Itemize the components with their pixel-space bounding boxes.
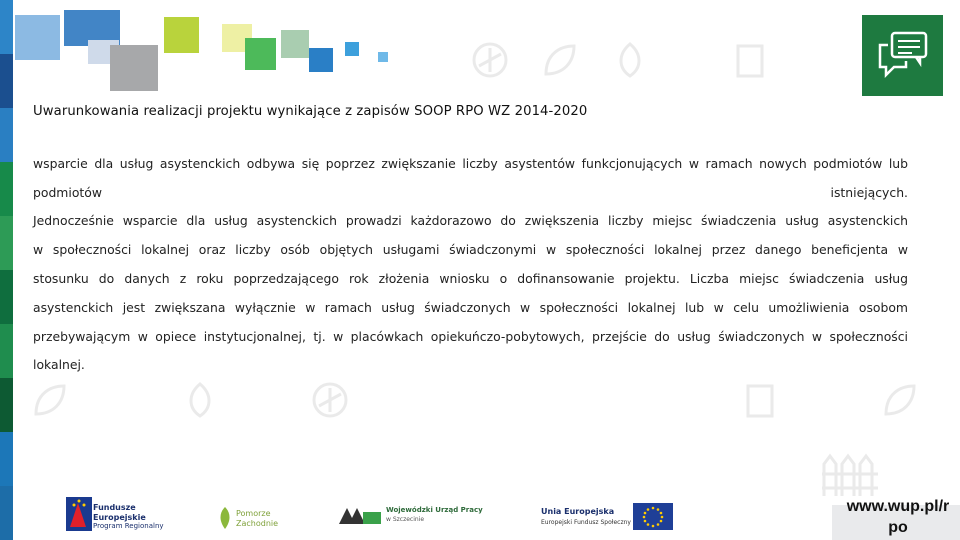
paragraph-line: [33, 185, 908, 203]
leaf-icon: [540, 40, 580, 80]
fundusze-europejskie-label: Fundusze Europejskie Program Regionalny: [93, 503, 164, 530]
line-text: podmiotów: [33, 185, 102, 200]
page-title: Uwarunkowania realizacji projektu wynikające z zapisów SOOP RPO WZ 2014-2020: [33, 104, 588, 119]
building-icon: [740, 380, 780, 420]
building-icon: [730, 40, 770, 80]
paragraph-line: [33, 300, 908, 318]
line-text: wsparcie dla usług asystenckich odbywa się poprzez zwiększanie liczby asystentów funkcjonujących w ramach nowych podmiotów lub: [33, 156, 908, 171]
line-text: w społeczności lokalnej oraz liczby osób objętych usługami świadczonymi w społeczności lokalnej przez danego beneficjenta w: [33, 242, 908, 257]
line-text: lokalnej.: [33, 357, 85, 372]
wup-label: Wojewódzki Urząd Pracy w Szczecinie: [386, 506, 483, 523]
paragraph-line: [33, 156, 908, 174]
chat-bubbles-icon: [876, 31, 930, 79]
website-link[interactable]: www.wup.pl/r po: [846, 498, 950, 536]
ue-label: Unia Europejska Europejski Fundusz Społeczny: [541, 507, 631, 526]
wup-logo-icon: [337, 502, 383, 528]
chat-badge: [862, 15, 943, 96]
line-text: asystenckich jest zwiększana wyłącznie w ramach usług świadczonych w społeczności lokalnej lub w celu umożliwienia osobom: [33, 300, 908, 315]
wind-turbine-icon: [470, 40, 510, 80]
paragraph-line: [33, 213, 908, 231]
fundusze-europejskie-logo-icon: [66, 497, 92, 531]
paragraph-line: [33, 242, 908, 260]
pomorze-zachodnie-logo-icon: [216, 505, 234, 531]
wind-turbine-icon: [310, 380, 350, 420]
line-text: Jednocześnie wsparcie dla usług asystenckich prowadzi każdorazowo do zwiększenia liczby miejsc świadczenia usług asystenckich: [33, 213, 908, 228]
line-text: stosunku do danych z roku poprzedzającego rok złożenia wniosku o dofinansowanie projektu. Liczba miejsc świadczenia usług: [33, 271, 908, 286]
paragraph-line: [33, 271, 908, 289]
leaf-icon: [610, 40, 650, 80]
leaf-icon: [180, 380, 220, 420]
line-text: istniejących.: [830, 185, 908, 200]
fence-icon: [820, 450, 880, 500]
paragraph-line: [33, 329, 908, 347]
pomorze-zachodnie-label: Pomorze Zachodnie: [236, 509, 279, 528]
paragraph-line: [33, 357, 908, 375]
eu-flag-icon: [633, 503, 673, 530]
leaf-icon: [30, 380, 70, 420]
line-text: przebywającym w opiece instytucjonalnej, tj. w placówkach opiekuńczo-pobytowych, przejście do usług świadczonych w społeczności: [33, 329, 908, 344]
leaf-icon: [880, 380, 920, 420]
